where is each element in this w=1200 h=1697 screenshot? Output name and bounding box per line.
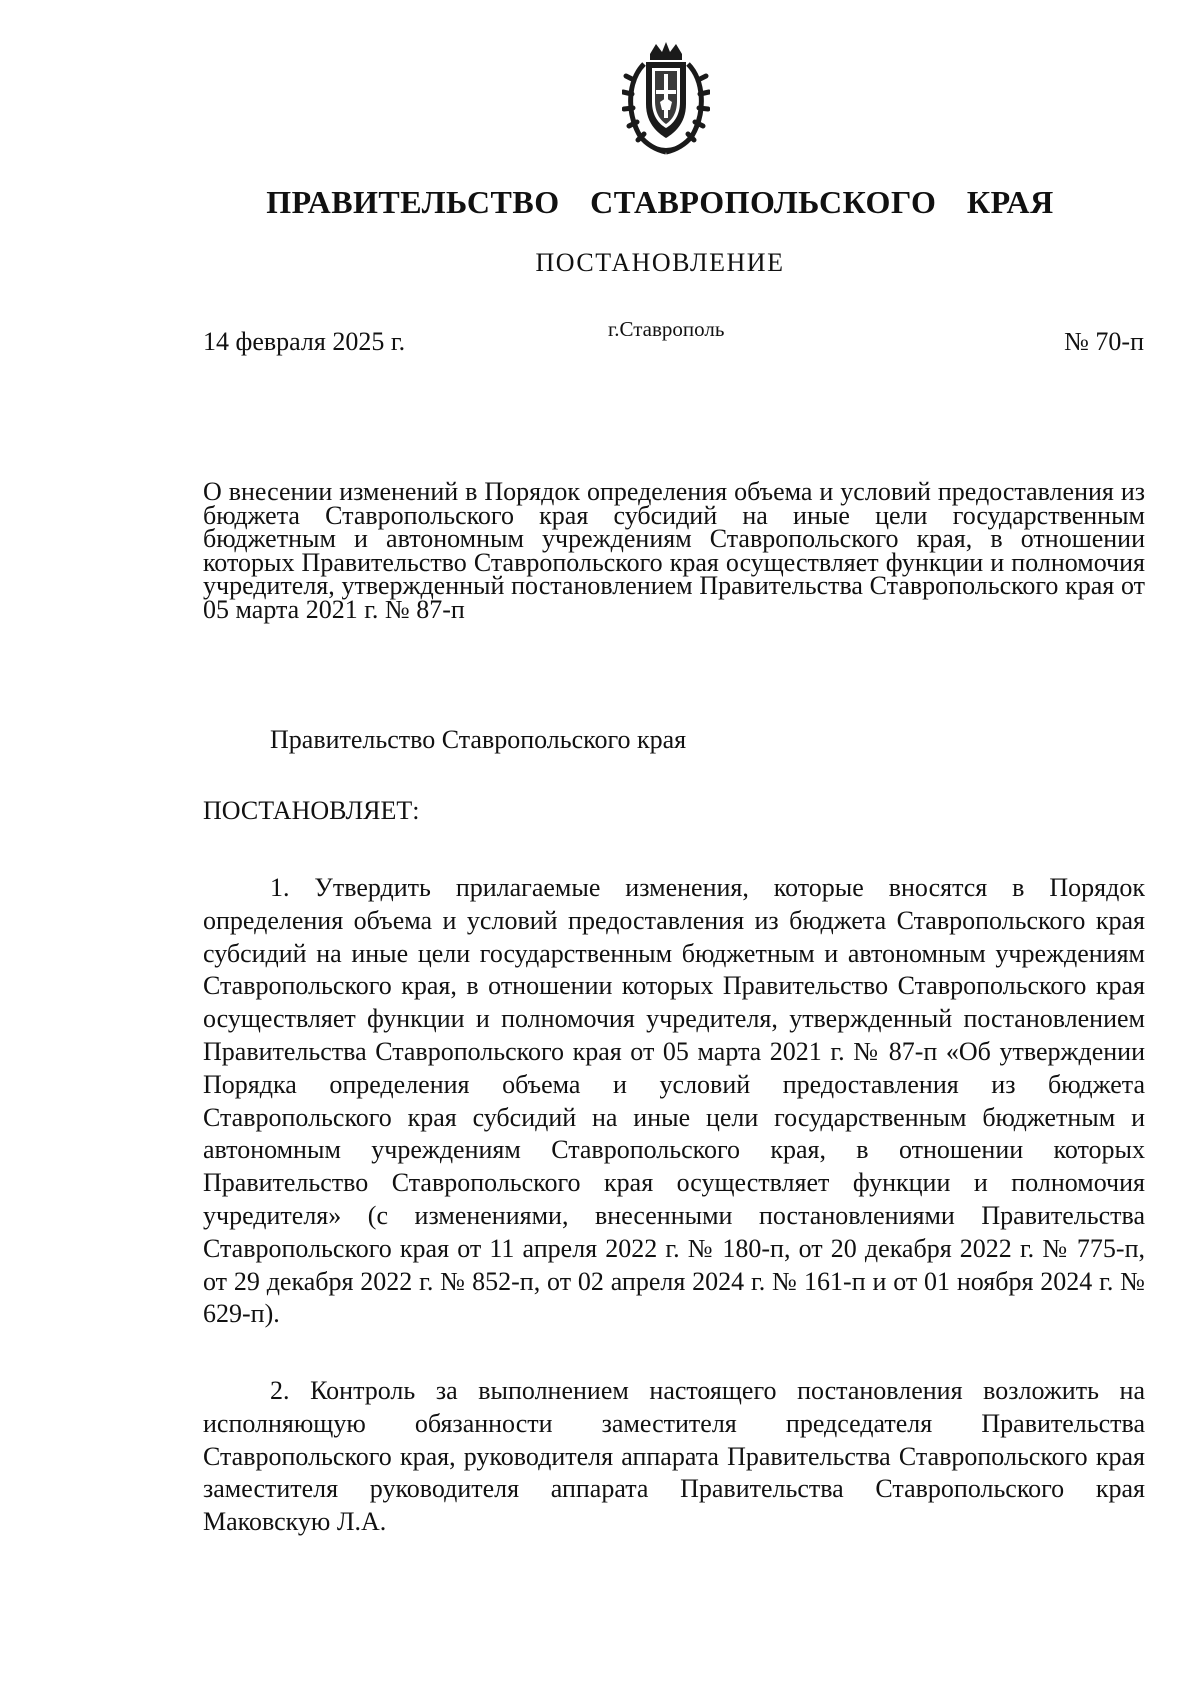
issuing-authority: Правительство Ставропольского края (270, 725, 687, 754)
resolves-heading: ПОСТАНОВЛЯЕТ: (203, 796, 420, 825)
stavropol-coat-of-arms-icon (622, 40, 710, 156)
document-date: 14 февраля 2025 г. (203, 327, 406, 356)
document-number: № 70-п (1064, 327, 1144, 356)
document-subject: О внесении изменений в Порядок определения объема и условий предоставления из бюджета Ставропольского края субсидий на иные цели государственным бюджетным и автономным учреждениям Ставропольского края, в отношении которых Правительство Ставропольского края осуществляет функции и полномочия учредителя, утвержденный постановлением Правительства Ставропольского края от 05 марта 2021 г. № 87-п (203, 477, 1145, 624)
government-name: ПРАВИТЕЛЬСТВО СТАВРОПОЛЬСКОГО КРАЯ (266, 184, 1054, 220)
document-type: ПОСТАНОВЛЕНИЕ (535, 248, 785, 277)
document-city: г.Ставрополь (608, 317, 725, 341)
clause-2: 2. Контроль за выполнением настоящего постановления возложить на исполняющую обязанности заместителя председателя Правительства Ставропольского края, руководителя аппарата Правительства Ставропольского края заместителя руководителя аппарата Правительства Ставропольского края Маковскую Л.А. (203, 1376, 1145, 1537)
clause-1: 1. Утвердить прилагаемые изменения, которые вносятся в Порядок определения объема и условий предоставления из бюджета Ставропольского края субсидий на иные цели государственным бюджетным и автономным учреждениям Ставропольского края, в отношении которых Правительство Ставропольского края осуществляет функции и полномочия учредителя, утвержденный постановлением Правительства Ставропольского края от 05 марта 2021 г. № 87-п «Об утверждении Порядка определения объема и условий предоставления из бюджета Ставропольского края субсидий на иные цели государственным бюджетным и автономным учреждениям Ставропольского края, в отношении которых Правительство Ставропольского края осуществляет функции и полномочия учредителя» (с изменениями, внесенными постановлениями Правительства Ставропольского края от 11 апреля 2022 г. № 180-п, от 20 декабря 2022 г. № 775-п, от 29 декабря 2022 г. № 852-п, от 02 апреля 2024 г. № 161-п и от 01 ноября 2024 г. № 629-п). (203, 873, 1145, 1329)
